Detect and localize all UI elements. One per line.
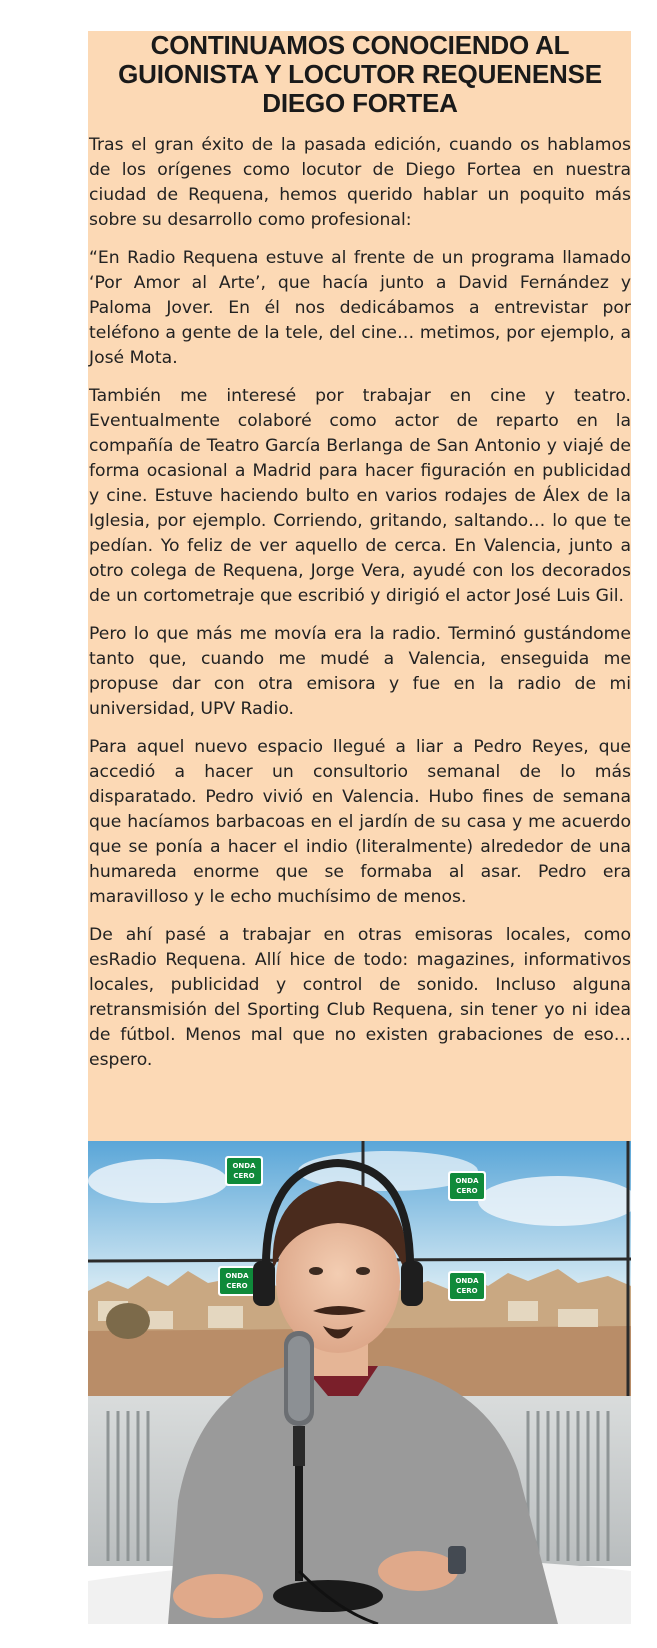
svg-text:ONDA: ONDA [232,1162,256,1170]
photo-illustration [88,1141,631,1624]
radio-studio-photo [88,1141,631,1624]
svg-text:ONDA: ONDA [455,1177,479,1185]
onda-cero-logo [225,1156,263,1186]
onda-cero-logo [448,1271,486,1301]
paragraph: Tras el gran éxito de la pasada edición, cuando os hablamos de los orígenes como locutor de Diego Fortea en nuestra ciudad de Requena, hemos querido hablar un poquito más sobre su desarrollo como profesional: [89,135,631,230]
title-line: DIEGO FORTEA [262,88,458,118]
svg-text:ONDA: ONDA [225,1272,249,1280]
article-body [89,133,631,1073]
title-line: GUIONISTA Y LOCUTOR REQUENENSE [118,59,602,89]
svg-text:CERO: CERO [233,1172,255,1180]
paragraph: Pero lo que más me movía era la radio. Terminó gustándome tanto que, cuando me mudé a Valencia, enseguida me propuse dar con otra emisora y fue en la radio de mi universidad, UPV Radio. [89,624,631,719]
paragraph: Para aquel nuevo espacio llegué a liar a Pedro Reyes, que accedió a hacer un consultorio semanal de lo más disparatado. Pedro vivió en Valencia. Hubo fines de semana que hacíamos barbacoas en el jardín de su casa y me acuerdo que se ponía a hacer el indio (literalmente) alrededor de una humareda enorme que se formaba al asar. Pedro era maravilloso y le echo muchísimo de menos. [89,737,631,907]
onda-cero-logo [218,1266,256,1296]
article-panel [88,31,631,1143]
svg-text:CERO: CERO [456,1287,478,1295]
svg-text:CERO: CERO [456,1187,478,1195]
title-line: CONTINUAMOS CONOCIENDO AL [150,30,570,60]
paragraph: También me interesé por trabajar en cine y teatro. Eventualmente colaboré como actor de reparto en la compañía de Teatro García Berlanga de San Antonio y viajé de forma ocasional a Madrid para hacer figuración en publicidad y cine. Estuve haciendo bulto en varios rodajes de Álex de la Iglesia, por ejemplo. Corriendo, gritando, saltando… lo que te pedían. Yo feliz de ver aquello de cerca. En Valencia, junto a otro colega de Requena, Jorge Vera, ayudé con los decorados de un cortometraje que escribió y dirigió el actor José Luis Gil. [89,386,631,606]
onda-cero-logo [448,1171,486,1201]
article-title [89,31,631,118]
paragraph: “En Radio Requena estuve al frente de un programa llamado ‘Por Amor al Arte’, que hacía junto a David Fernández y Paloma Jover. En él nos dedicábamos a entrevistar por teléfono a gente de la tele, del cine… metimos, por ejemplo, a José Mota. [89,248,631,368]
paragraph: De ahí pasé a trabajar en otras emisoras locales, como esRadio Requena. Allí hice de todo: magazines, informativos locales, publicidad y control de sonido. Incluso alguna retransmisión del Sporting Club Requena, sin tener yo ni idea de fútbol. Menos mal que no existen grabaciones de eso… espero. [89,925,631,1070]
svg-text:CERO: CERO [226,1282,248,1290]
svg-text:ONDA: ONDA [455,1277,479,1285]
